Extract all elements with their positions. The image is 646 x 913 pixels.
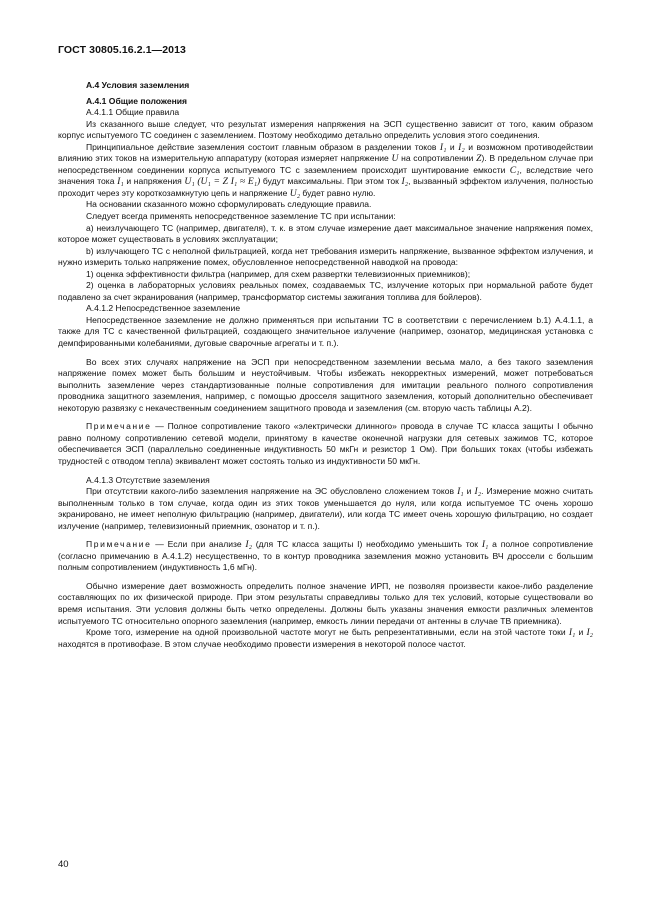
document-body <box>58 80 593 650</box>
paragraph: Кроме того, измерение на одной произвольной частоте могут не быть репрезентативными, если на этой частоте токи I₁ и I₂ находятся в противофазе. В этом случае необходимо провести измерения в некоторой полосе частот. <box>58 627 593 649</box>
paragraph: Из сказанного выше следует, что результат измерения напряжения на ЭСП существенно зависит от того, каким образом корпус испытуемого ТС соединен с заземлением. Поэтому необходимо детально определить условия этого соединения. <box>58 118 593 141</box>
paragraph: При отсутствии какого-либо заземления напряжение на ЭС обусловлено сложением токов I₁ и I₂. Измерение можно считать выполненным только в том случае, когда один из этих токов уменьшается до нуля, или когда испытуемое ТС очень хорошо экранировано, не имеет неполную фильтрацию (например, двигатели), или когда ТС имеет очень хорошую фильтрацию, но создает излучение (например, телевизионный приемник, озонатор и т. п.). <box>58 486 593 531</box>
list-item: b) излучающего ТС с неполной фильтрацией, когда нет требования измерить напряжение, вызванное эффектом излучения, и нужно измерить только напряжение помех, обусловленное непосредственной наводкой на провода: <box>58 245 593 268</box>
list-item: 1) оценка эффективности фильтра (например, для схем развертки телевизионных приемников); <box>86 268 471 279</box>
section-a4-title: А.4 Условия заземления <box>86 80 190 90</box>
note: Примечание — Если при анализе I₂ (для ТС класса защиты I) необходимо уменьшить ток I₁ а полное сопротивление (согласно примечанию в А.4.1.2) несущественно, то в контур проводника заземления можно установить ВЧ дроссели с большим полным сопротивлением (индуктивность 1,6 мГн). <box>58 539 593 573</box>
section-a413-title: А.4.1.3 Отсутствие заземления <box>86 474 210 485</box>
paragraph: На основании сказанного можно сформулировать следующие правила. <box>86 199 372 210</box>
paragraph: Принципиальное действие заземления состоит главным образом в разделении токов I₁ и I₂ и возможном противодействии влиянию этих токов на измерительную аппаратуру (которая измеряет напряжение U на сопротивлении Z). В предельном случае при непосредственном соединении корпуса испытуемого ТС с заземлением происходит шунтирование емкости C₁, вследствие чего значения тока I₁ и напряжения U₁ (U₁ = Z I₁ ≈ E₁) будут максимальны. При этом ток I₂, вызванный эффектом излучения, полностью проходит через эту короткозамкнутую цепь и напряжение U₂ будет равно нулю. <box>58 141 593 199</box>
list-item: 2) оценка в лабораторных условиях реальных помех, создаваемых ТС, излучение которых при нормальной работе будет подавлено за счет экранирования (например, трансформатор системы зажигания топлива для бойлеров). <box>58 280 593 302</box>
paragraph: Во всех этих случаях напряжение на ЭСП при непосредственном заземлении весьма мало, а без такого заземления напряжение помех может быть большим и неустойчивым. Чтобы избежать некорректных измерений, может потребоваться выполнить заземление через стандартизованные полные сопротивления для имитации реального полного сопротивления проводника защитного заземления, например, с помощью дросселя защитного заземления, который дополнительно обеспечивает некоторую развязку с некачественным соединением защитного провода и заземления (см. вторую часть таблицы А.2). <box>58 356 593 413</box>
note: Примечание — Полное сопротивление такого «электрически длинного» провода в случае ТС класса защиты I обычно равно полному сопротивлению сетевой модели, принятому в качестве оконечной нагрузки для сетевых зажимов ТС, которое обеспечивается ЭСП (параллельно соединенные индуктивность 50 мкГн и резистор 1 Ом). При больших токах (чтобы избежать трудностей с отводом тепла) эквивалент может состоять только из индуктивности 50 мкГн. <box>58 421 593 466</box>
list-item: а) неизлучающего ТС (например, двигателя), т. к. в этом случае измерение дает максимальное значение напряжения помех, которое может существовать в условиях эксплуатации; <box>58 222 593 245</box>
section-a412-title: А.4.1.2 Непосредственное заземление <box>86 303 241 314</box>
paragraph: Обычно измерение дает возможность определить полное значение ИРП, не позволяя произвести какое-либо разделение составляющих по их физической природе. При этом результаты справедливы только для тех условий, которые существовали во время испытания. Эти условия должны быть четко определены. Должны быть указаны значения емкости различных элементов испытуемого ТС относительно опорного заземления (например, емкость линии передачи от антенны в случае ТВ приемника). <box>58 580 593 626</box>
paragraph: Следует всегда применять непосредственное заземление ТС при испытании: <box>86 211 396 222</box>
document-header: ГОСТ 30805.16.2.1—2013 <box>58 44 186 56</box>
section-a411-title: А.4.1.1 Общие правила <box>86 107 180 118</box>
paragraph: Непосредственное заземление не должно применяться при испытании ТС в соответствии с перечислением b.1) А.4.1.1, а также для ТС с качественной фильтрацией, создающего значительное излучение (например, озонатор, медицинская установка с демпфированными колебаниями, дуговые сварочные агрегаты и т. п.). <box>58 314 593 349</box>
page-number: 40 <box>58 859 69 870</box>
section-a41-title: А.4.1 Общие положения <box>86 95 188 106</box>
